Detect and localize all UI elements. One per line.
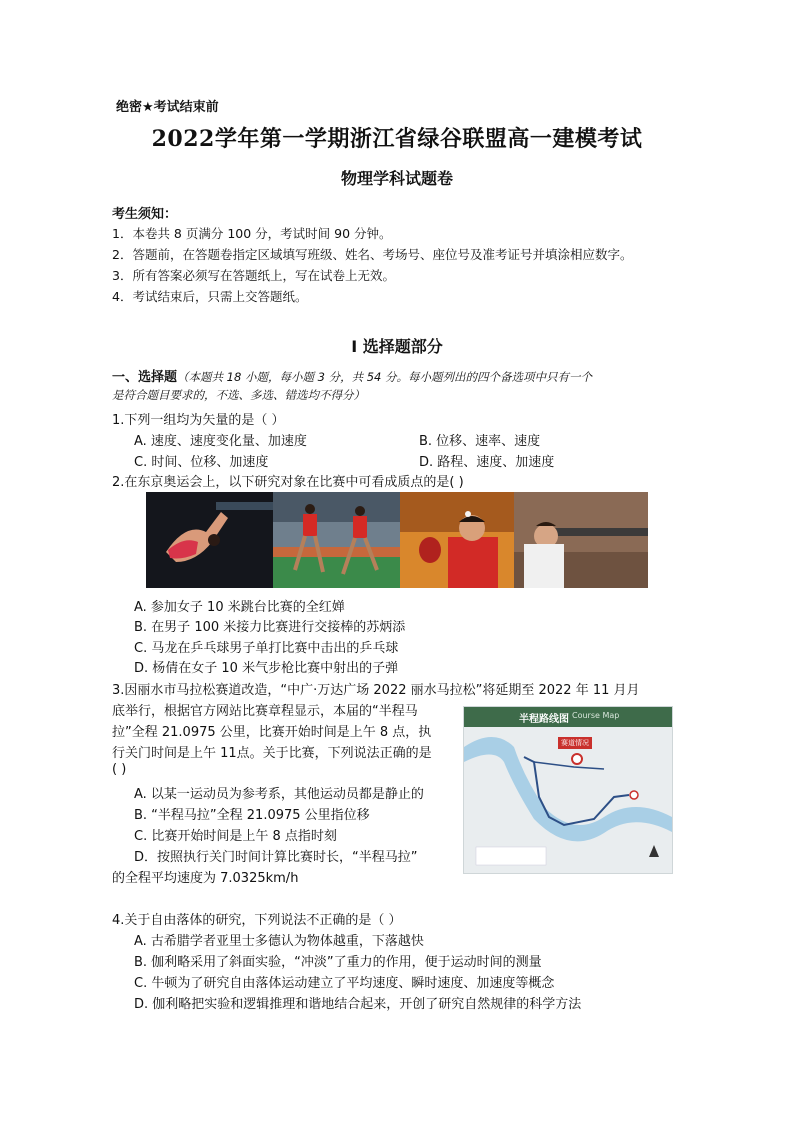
q3-option-b: B. “半程马拉”全程 21.0975 公里指位移	[134, 808, 370, 823]
q3-answer-bracket: ( )	[112, 762, 127, 777]
exam-title: 2022学年第一学期浙江省绿谷联盟高一建模考试	[151, 126, 643, 152]
notice-item: 2．答题前，在答题卷指定区域填写班级、姓名、考场号、座位号及准考证号并填涂相应数字。	[112, 247, 633, 262]
q3-stem-line: 底举行，根据官方网站比赛章程显示，本届的“半程马	[112, 704, 418, 719]
q4-option-b: B. 伽利略采用了斜面实验，“冲淡”了重力的作用，便于运动时间的测量	[134, 955, 542, 970]
shooting-photo	[514, 492, 648, 588]
q3-option-c: C. 比赛开始时间是上午 8 点指时刻	[134, 829, 337, 844]
q1-option-a: A. 速度、速度变化量、加速度	[134, 434, 307, 449]
course-map	[463, 706, 673, 874]
q4-stem: 4.关于自由落体的研究，下列说法不正确的是（ ）	[112, 913, 402, 928]
q2-option-c: C. 马龙在乒乓球男子单打比赛中击出的乒乓球	[134, 641, 399, 656]
diving-photo	[146, 492, 273, 588]
notice-item: 3．所有答案必须写在答题纸上，写在试卷上无效。	[112, 268, 395, 283]
part-intro	[112, 366, 592, 385]
confidential-mark: 绝密★考试结束前	[116, 100, 219, 115]
q3-stem-line: 拉”全程 21.0975 公里，比赛开始时间是上午 8 点，执	[112, 725, 432, 740]
notice-item: 1．本卷共 8 页满分 100 分，考试时间 90 分钟。	[112, 226, 392, 241]
q2-option-a: A. 参加女子 10 米跳台比赛的全红婵	[134, 600, 345, 615]
q2-option-b: B. 在男子 100 米接力比赛进行交接棒的苏炳添	[134, 620, 406, 635]
q3-option-d: D．按照执行关门时间计算比赛时长，“半程马拉”	[134, 850, 418, 865]
relay-photo	[273, 492, 400, 588]
q1-option-b: B. 位移、速率、速度	[419, 434, 541, 449]
q4-option-a: A. 古希腊学者亚里士多德认为物体越重，下落越快	[134, 934, 424, 949]
q1-option-d: D. 路程、速度、加速度	[419, 455, 555, 470]
q4-option-c: C. 牛顿为了研究自由落体运动建立了平均速度、瞬时速度、加速度等概念	[134, 976, 555, 991]
map-tag: 赛道情况	[558, 737, 592, 749]
table-tennis-photo	[400, 492, 514, 588]
q1-stem: 1.下列一组均为矢量的是（ ）	[112, 413, 285, 428]
map-title: 半程路线图	[519, 714, 569, 725]
part-desc: （本题共 18 小题，每小题 3 分，共 54 分。每小题列出的四个备选项中只有一个	[177, 370, 593, 384]
q3-stem-line: 3.因丽水市马拉松赛道改造，“中广·万达广场 2022 丽水马拉松”将延期至 2022 年 11 月月	[112, 683, 640, 698]
q2-option-d: D. 杨倩在女子 10 米气步枪比赛中射出的子弹	[134, 661, 399, 676]
q2-stem: 2.在东京奥运会上，以下研究对象在比赛中可看成质点的是( )	[112, 475, 464, 490]
part-label: 一、选择题	[112, 370, 178, 385]
notice-item: 4．考试结束后，只需上交答题纸。	[112, 289, 308, 304]
part-desc-cont: 是符合题目要求的，不选、多选、错选均不得分）	[112, 388, 365, 402]
section-title: Ⅰ 选择题部分	[351, 337, 443, 356]
q3-option-a: A. 以某一运动员为参考系，其他运动员都是静止的	[134, 787, 424, 802]
notice-heading: 考生须知：	[112, 207, 178, 222]
exam-subtitle: 物理学科试题卷	[340, 169, 453, 188]
q1-option-c: C. 时间、位移、加速度	[134, 455, 269, 470]
q3-stem-line: 行关门时间是上午 11点。关于比赛，下列说法正确的是	[112, 746, 432, 761]
map-title-en: Course Map	[572, 711, 620, 720]
q4-option-d: D. 伽利略把实验和逻辑推理和谐地结合起来，开创了研究自然规律的科学方法	[134, 997, 582, 1012]
q3-option-d-cont: 的全程平均速度为 7.0325km/h	[112, 871, 299, 886]
